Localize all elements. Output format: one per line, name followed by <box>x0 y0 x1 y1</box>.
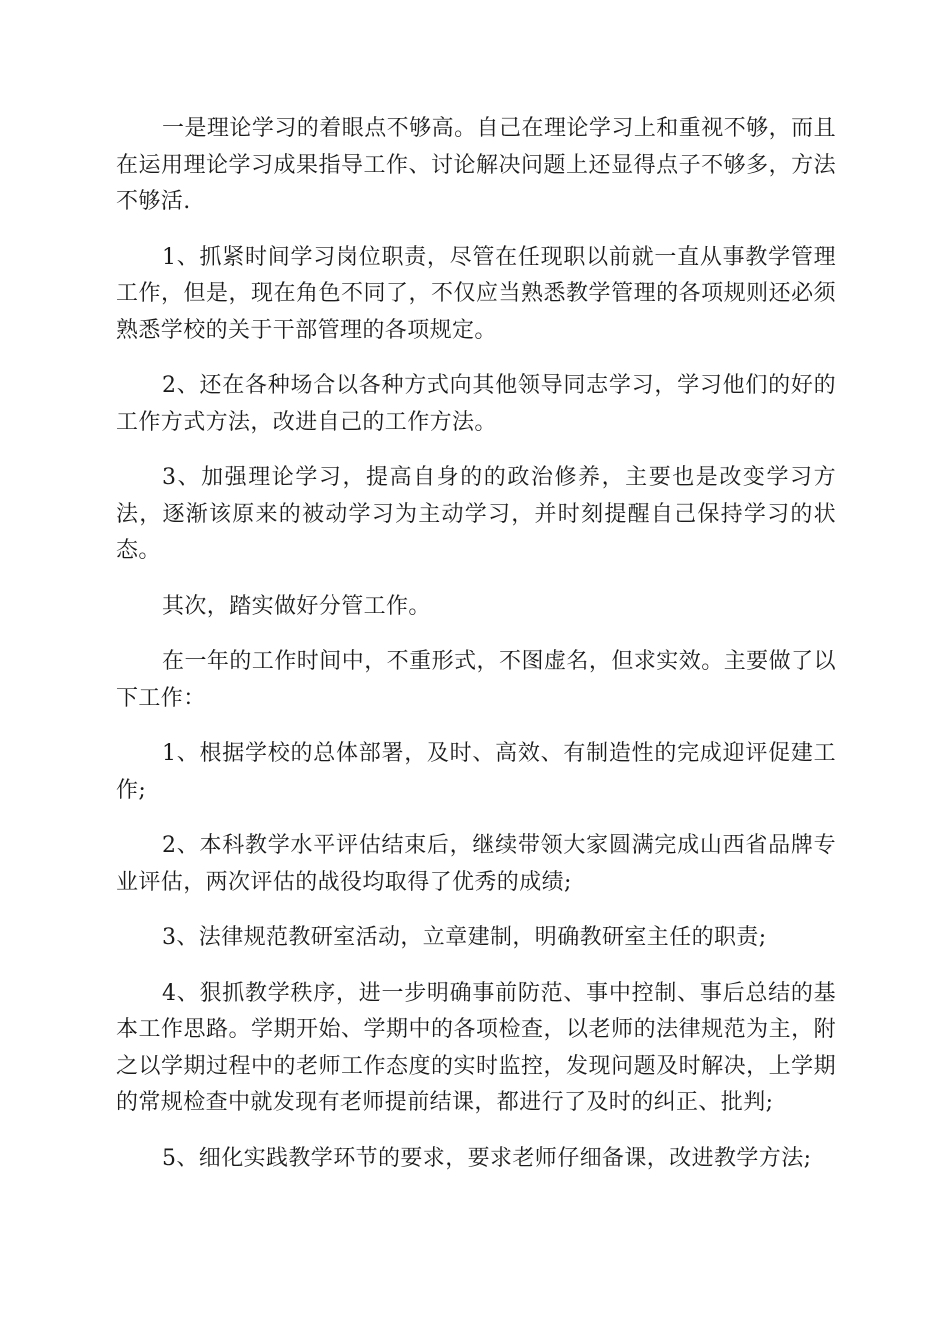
paragraph: 其次，踏实做好分管工作。 <box>162 593 431 619</box>
paragraph: 2、本科教学水平评估结束后，继续带领大家圆满完成山西省品牌专业评估，两次评估的战役均取得了优秀的成绩; <box>116 833 836 895</box>
document-body <box>116 111 836 1196</box>
paragraph: 2、还在各种场合以各种方式向其他领导同志学习，学习他们的好的工作方式方法，改进自己的工作方法。 <box>116 373 836 435</box>
paragraph: 3、加强理论学习，提高自身的的政治修养，主要也是改变学习方法，逐渐该原来的被动学习为主动学习，并时刻提醒自己保持学习的状态。 <box>116 465 836 563</box>
paragraph: 5、细化实践教学环节的要求，要求老师仔细备课，改进教学方法; <box>162 1145 812 1171</box>
paragraph: 1、根据学校的总体部署，及时、高效、有制造性的完成迎评促建工作; <box>116 741 836 803</box>
paragraph: 在一年的工作时间中，不重形式，不图虚名，但求实效。主要做了以下工作： <box>116 649 836 711</box>
paragraph: 一是理论学习的着眼点不够高。自己在理论学习上和重视不够，而且在运用理论学习成果指导工作、讨论解决问题上还显得点子不够多，方法不够活. <box>116 116 836 214</box>
paragraph: 4、狠抓教学秩序，进一步明确事前防范、事中控制、事后总结的基本工作思路。学期开始、学期中的各项检查，以老师的法律规范为主，附之以学期过程中的老师工作态度的实时监控，发现问题及时解决，上学期的常规检查中就发现有老师提前结课，都进行了及时的纠正、批判; <box>116 980 836 1115</box>
paragraph: 1、抓紧时间学习岗位职责，尽管在任现职以前就一直从事教学管理工作，但是，现在角色不同了，不仅应当熟悉教学管理的各项规则还必须熟悉学校的关于干部管理的各项规定。 <box>116 244 836 343</box>
paragraph: 3、法律规范教研室活动，立章建制，明确教研室主任的职责; <box>162 925 767 950</box>
